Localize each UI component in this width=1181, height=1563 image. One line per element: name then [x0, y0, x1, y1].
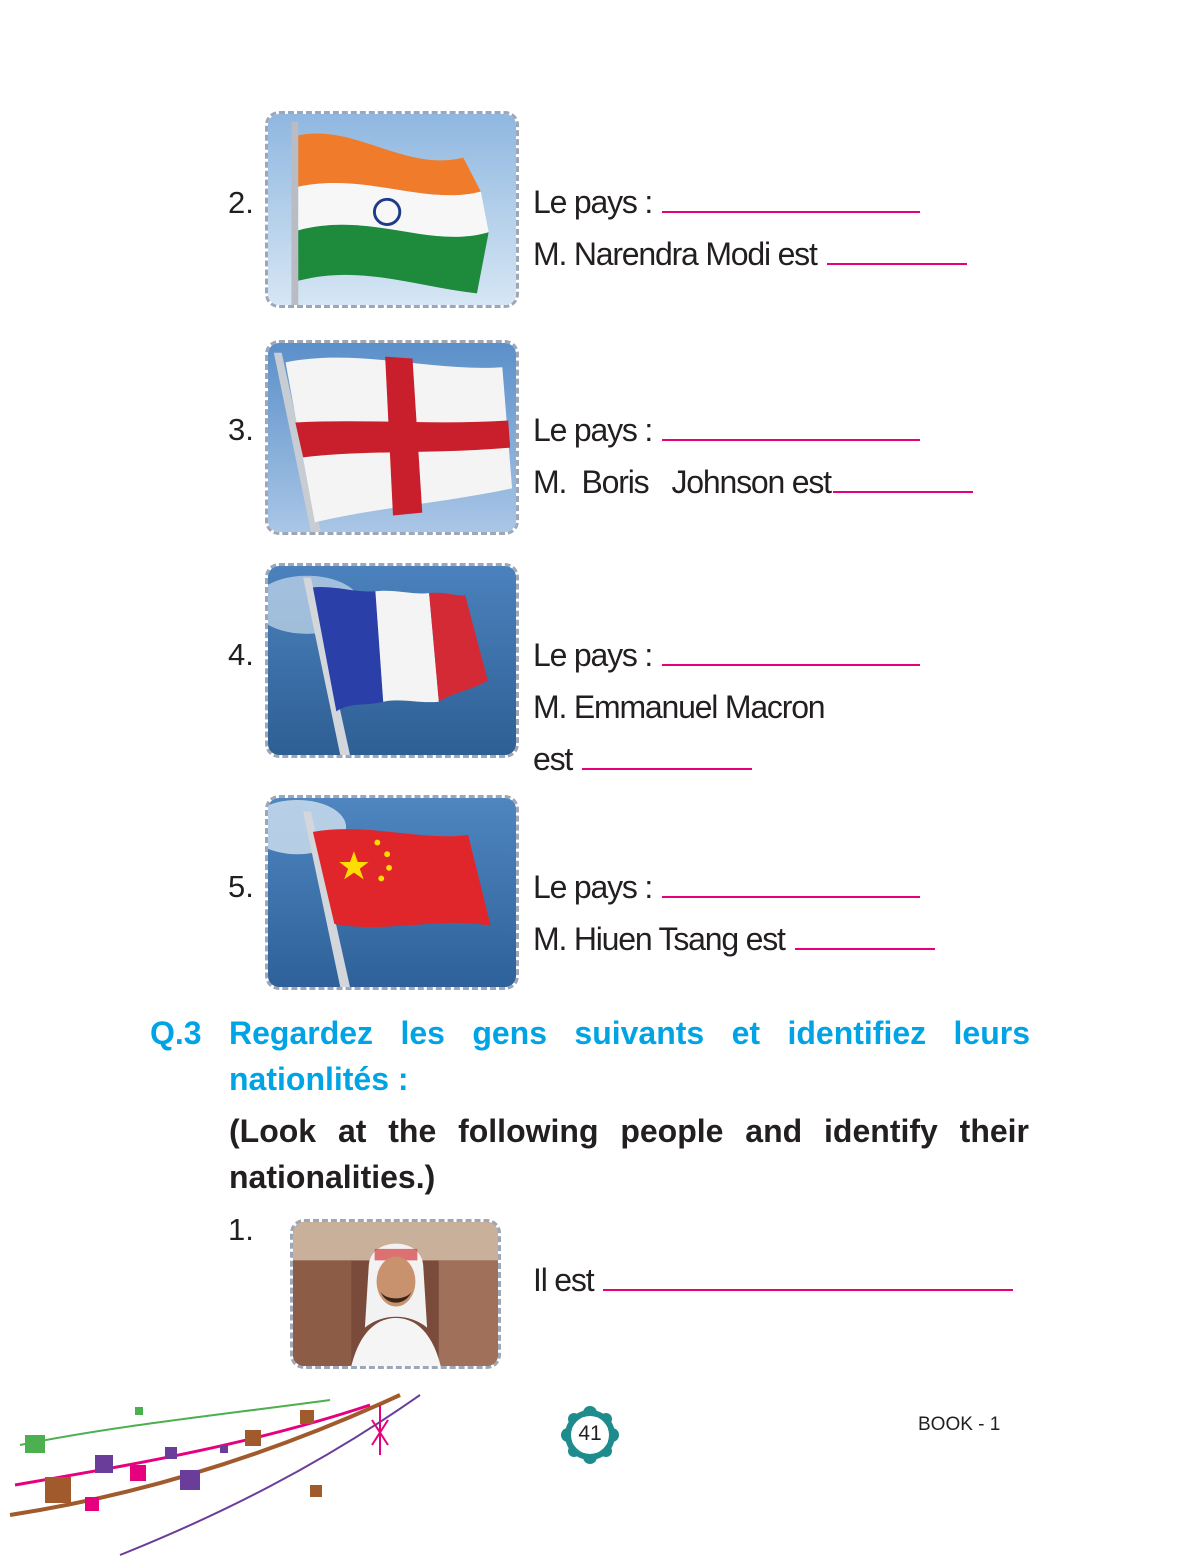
question-english: (Look at the following people and identify their nationalities.)	[229, 1113, 1029, 1195]
question-heading	[150, 1010, 1030, 1102]
leader-prompt: M. Narendra Modi est	[533, 236, 967, 273]
item-number: 2.	[228, 185, 254, 220]
china-flag-image	[265, 795, 519, 990]
question-number: Q.3	[150, 1015, 202, 1051]
leader-prompt: M. Hiuen Tsang est	[533, 921, 935, 958]
country-prompt: Le pays :	[533, 869, 920, 906]
decorative-ribbon	[0, 1385, 430, 1563]
item-number: 3.	[228, 412, 254, 447]
france-flag-image	[265, 563, 519, 758]
leader-prompt: M. Emmanuel Macron	[533, 689, 825, 725]
item-number: 1.	[228, 1212, 254, 1247]
leader-prompt: M. Boris Johnson est	[533, 464, 973, 501]
page-number-badge	[555, 1405, 625, 1465]
england-flag-image	[265, 340, 519, 535]
country-prompt: Le pays :	[533, 412, 920, 449]
leader-prompt-continued: est	[533, 741, 752, 778]
item-number: 5.	[228, 869, 254, 904]
india-flag-image	[265, 111, 519, 308]
question-title: Regardez les gens suivants et identifiez leurs nationlités :	[229, 1015, 1030, 1097]
country-prompt: Le pays :	[533, 184, 920, 221]
man-photo	[290, 1219, 501, 1369]
book-label: BOOK - 1	[918, 1414, 1001, 1435]
answer-prompt: Il est	[533, 1262, 1013, 1299]
item-number: 4.	[228, 637, 254, 672]
country-prompt: Le pays :	[533, 637, 920, 674]
page-number: 41	[578, 1422, 602, 1445]
